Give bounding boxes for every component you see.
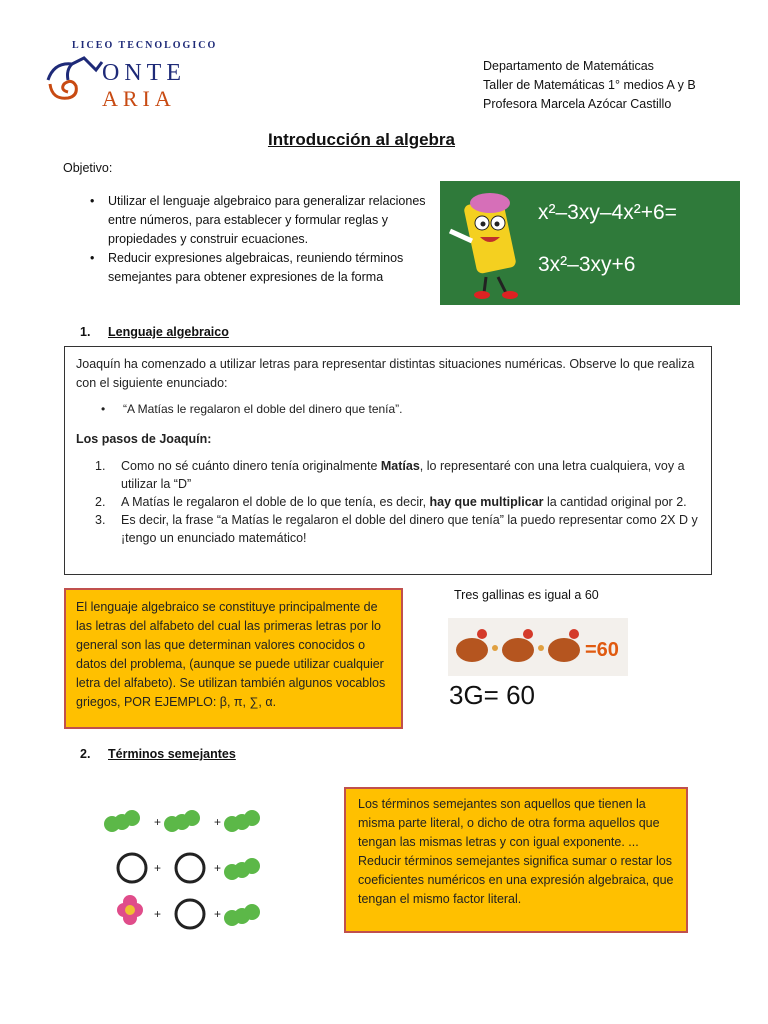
example-quote: • “A Matías le regalaron el doble del dinero que tenía”. [101, 402, 403, 416]
objective-label: Objetivo: [63, 161, 113, 175]
section-number: 1. [80, 325, 91, 339]
svg-text:+: + [214, 861, 222, 875]
quote-text: “A Matías le regalaron el doble del dinero que tenía”. [123, 402, 403, 416]
list-item: 3. Es decir, la frase “a Matías le regalaron el doble del dinero que tenía” la puedo representar como 2X D y ¡tengo un enunciado matemático! [95, 513, 698, 545]
joaquin-example-box [64, 346, 712, 575]
hens-result: =60 [585, 639, 619, 661]
like-terms-definition-box: Los términos semejantes son aquellos que tienen la misma parte literal, o dicho de otra forma aquellos que tengan las mismas letras y con igual exponente. ... Reducir términos semejantes significa sumar o restar los coeficientes numéricos en una expresión algebraica, que tengan el mismo factor literal. [344, 787, 688, 933]
list-item: 2. A Matías le regalaron el doble de lo que tenía, es decir, hay que multiplicar la cantidad original por 2. [95, 495, 687, 509]
board-equation-2: 3x²–3xy+6 [538, 253, 636, 276]
objective-text: Utilizar el lenguaje algebraico para generalizar relaciones entre números, para establecer y formular reglas y propiedades y construir ecuaciones. [108, 194, 426, 246]
chalkboard-image [440, 181, 740, 305]
pencil-character-icon [440, 181, 550, 305]
page-title-text: Introducción al algebra [267, 130, 456, 149]
svg-text:+: + [154, 815, 162, 829]
svg-text:+: + [154, 861, 162, 875]
logo-line2: ARIA [102, 86, 176, 111]
objective-list [90, 192, 435, 287]
definition-box: El lenguaje algebraico se constituye principalmente de las letras del alfabeto del cual las primeras letras por lo general son las que determinan valores conocidos o datos del problema, (aunque se puede utilizar cualquier letra del alfabeto). Se utilizan también algunos vocablos griegos, POR EJEMPLO: β, π, ∑, α. [64, 588, 403, 729]
logo-top-text: LICEO TECNOLOGICO [72, 40, 218, 51]
svg-text:+: + [154, 907, 162, 921]
hens-caption: Tres gallinas es igual a 60 [454, 588, 599, 602]
hen-icon [448, 618, 628, 676]
caterpillar-icon [104, 810, 260, 832]
section-title: Lenguaje algebraico [108, 325, 229, 339]
steps-list [95, 457, 710, 547]
flower-icon [117, 895, 143, 925]
svg-text:+: + [214, 815, 222, 829]
svg-text:+: + [214, 907, 222, 921]
list-item: • Utilizar el lenguaje algebraico para generalizar relaciones entre números, para establecer y formular reglas y propiedades y construir ecuaciones. [90, 194, 426, 246]
example-intro: Joaquín ha comenzado a utilizar letras para representar distintas situaciones numéricas. Observe lo que realiza con el siguiente enunciado: [76, 357, 695, 390]
list-item: 1. Como no sé cuánto dinero tenía originalmente Matías, lo representaré con una letra cualquiera, voy a utilizar la “D” [95, 459, 685, 491]
section-2-header [80, 747, 236, 761]
section-number: 2. [80, 747, 91, 761]
hens-image [448, 618, 628, 676]
dept-line: Departamento de Matemáticas [483, 59, 654, 73]
section-title: Términos semejantes [108, 747, 236, 761]
list-item: • Reducir expresiones algebraicas, reuniendo términos semejantes para obtener expresiones de la forma [90, 251, 404, 284]
page-title [0, 130, 723, 150]
dept-line: Profesora Marcela Azócar Castillo [483, 97, 672, 111]
board-equation-1: x²–3xy–4x²+6= [538, 201, 677, 224]
objective-text: Reducir expresiones algebraicas, reuniendo términos semejantes para obtener expresiones de la forma [108, 251, 404, 284]
like-terms-image [96, 786, 262, 943]
department-header [483, 57, 696, 114]
hens-equation: 3G= 60 [449, 680, 536, 710]
dept-line: Taller de Matemáticas 1° medios A y B [483, 78, 696, 92]
section-1-header [80, 325, 229, 339]
logo-line1: ONTE [102, 60, 186, 86]
steps-title: Los pasos de Joaquín: [76, 432, 212, 446]
